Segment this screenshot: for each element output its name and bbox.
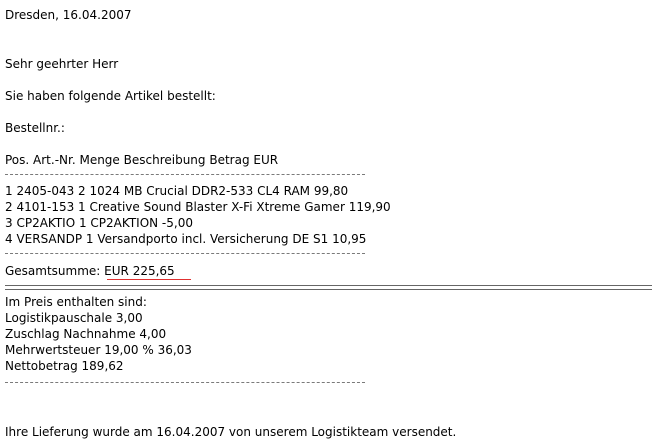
total-line [5, 263, 175, 279]
total-amount: EUR 225,65 [104, 264, 175, 278]
dashed-divider [5, 174, 365, 175]
breakdown-line: Zuschlag Nachnahme 4,00 [5, 327, 167, 341]
breakdown-heading: Im Preis enthalten sind: [5, 295, 147, 309]
order-intro: Sie haben folgende Artikel bestellt: [5, 89, 216, 103]
order-row: 2 4101-153 1 Creative Sound Blaster X-Fi Xtreme Gamer 119,90 [5, 200, 391, 214]
dashed-divider [5, 253, 365, 254]
breakdown-line: Logistikpauschale 3,00 [5, 311, 143, 325]
order-row: 4 VERSANDP 1 Versandporto incl. Versicherung DE S1 10,95 [5, 232, 367, 246]
dashed-divider [5, 382, 365, 383]
breakdown-line: Nettobetrag 189,62 [5, 359, 124, 373]
total-amount-underline [107, 279, 191, 280]
delivery-note: Ihre Lieferung wurde am 16.04.2007 von unserem Logistikteam versendet. [5, 425, 457, 439]
salutation: Sehr geehrter Herr [5, 57, 119, 71]
order-number-label: Bestellnr.: [5, 121, 65, 135]
double-divider [5, 285, 652, 290]
total-label: Gesamtsumme: [5, 264, 105, 278]
order-row: 1 2405-043 2 1024 MB Crucial DDR2-533 CL4 RAM 99,80 [5, 184, 349, 198]
place-date: Dresden, 16.04.2007 [5, 8, 132, 22]
order-row: 3 CP2AKTIO 1 CP2AKTION -5,00 [5, 216, 193, 230]
table-header: Pos. Art.-Nr. Menge Beschreibung Betrag EUR [5, 153, 279, 167]
breakdown-line: Mehrwertsteuer 19,00 % 36,03 [5, 343, 192, 357]
